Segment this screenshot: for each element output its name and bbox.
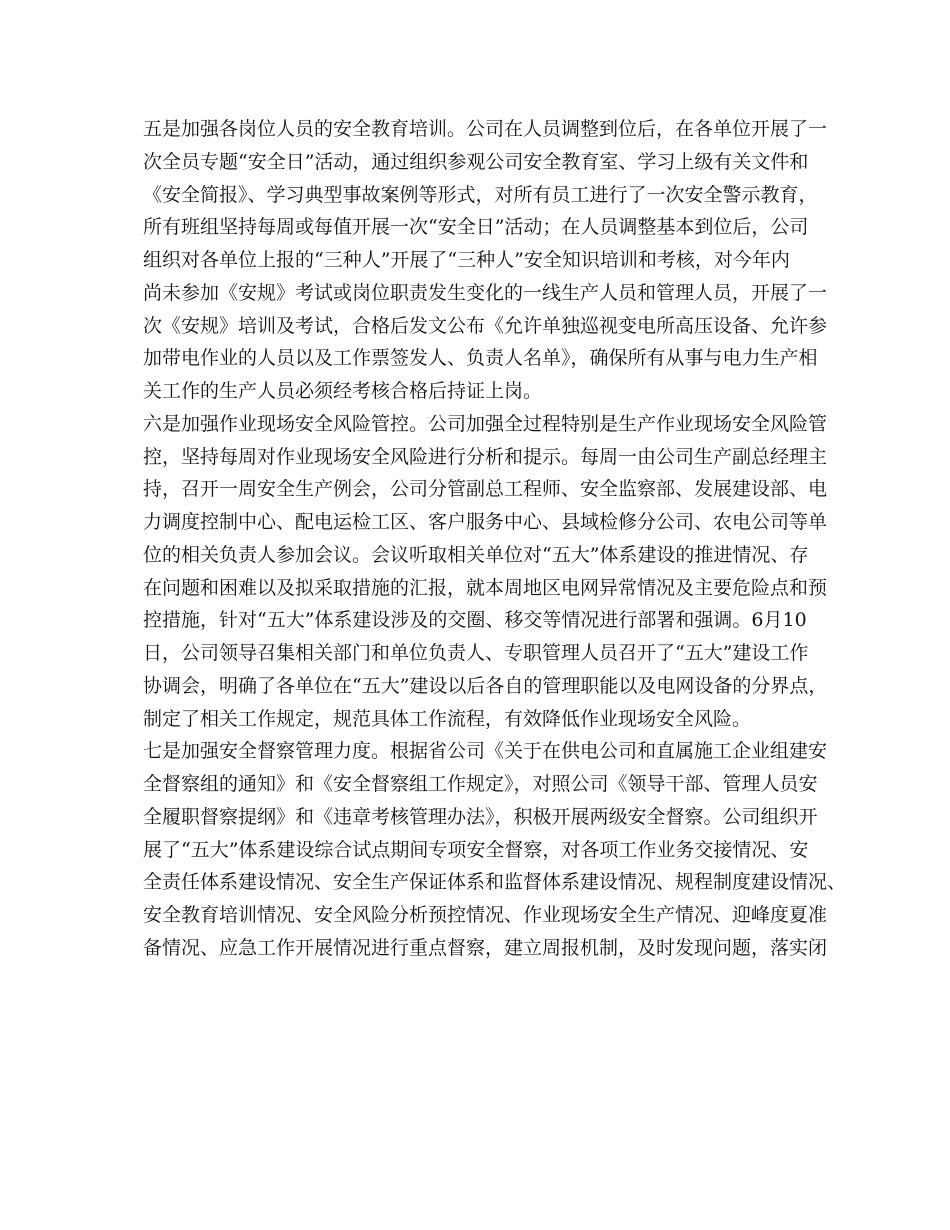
text-line: 次《安规》培训及考试，合格后发文公布《允许单独巡视变电所高压设备、允许参: [143, 314, 828, 337]
text-line: 在问题和困难以及拟采取措施的汇报，就本周地区电网异常情况及主要危险点和预: [143, 576, 828, 599]
text-line: 位的相关负责人参加会议。会议听取相关单位对“五大”体系建设的推进情况、存: [143, 543, 809, 566]
text-line: 六是加强作业现场安全风险管控。公司加强全过程特别是生产作业现场安全风险管: [143, 412, 828, 435]
text-line: 全责任体系建设情况、安全生产保证体系和监督体系建设情况、规程制度建设情况、: [143, 871, 847, 894]
text-line: 尚未参加《安规》考试或岗位职责发生变化的一线生产人员和管理人员，开展了一: [143, 281, 828, 304]
text-line: 七是加强安全督察管理力度。根据省公司《关于在供电公司和直属施工企业组建安: [143, 740, 828, 763]
text-line: 控措施，针对“五大”体系建设涉及的交圈、移交等情况进行部署和强调。6月10: [143, 609, 807, 632]
text-line: 展了“五大”体系建设综合试点期间专项安全督察，对各项工作业务交接情况、安: [143, 838, 809, 861]
text-line: 《安全简报》、学习典型事故案例等形式，对所有员工进行了一次安全警示教育，: [143, 183, 818, 206]
text-line: 力调度控制中心、配电运检工区、客户服务中心、县域检修分公司、农电公司等单: [143, 511, 828, 533]
text-line: 备情况、应急工作开展情况进行重点督察，建立周报机制，及时发现问题，落实闭: [143, 936, 828, 959]
text-line: 关工作的生产人员必须经考核合格后持证上岗。: [143, 380, 543, 402]
text-line: 组织对各单位上报的“三种人”开展了“三种人”安全知识培训和考核，对今年内: [143, 249, 790, 271]
text-line: 制定了相关工作规定，规范具体工作流程，有效降低作业现场安全风险。: [143, 707, 752, 730]
text-line: 日，公司领导召集相关部门和单位负责人、专职管理人员召开了“五大”建设工作: [143, 642, 809, 664]
text-line: 全督察组的通知》和《安全督察组工作规定》，对照公司《领导干部、管理人员安: [143, 773, 818, 795]
text-line: 协调会，明确了各单位在“五大”建设以后各自的管理职能以及电网设备的分界点，: [143, 674, 828, 697]
text-line: 全履职督察提纲》和《违章考核管理办法》，积极开展两级安全督察。公司组织开: [143, 805, 818, 828]
text-line: 控，坚持每周对作业现场安全风险进行分析和提示。每周一由公司生产副总经理主: [143, 445, 828, 468]
text-line: 五是加强各岗位人员的安全教育培训。公司在人员调整到位后，在各单位开展了一: [143, 118, 828, 140]
text-line: 持，召开一周安全生产例会，公司分管副总工程师、安全监察部、发展建设部、电: [143, 478, 828, 501]
document-body: [143, 113, 847, 965]
text-line: 所有班组坚持每周或每值开展一次“安全日”活动；在人员调整基本到位后，公司: [143, 216, 809, 239]
text-line: 次全员专题“安全日”活动，通过组织参观公司安全教育室、学习上级有关文件和: [143, 150, 809, 173]
text-line: 加带电作业的人员以及工作票签发人、负责人名单》，确保所有从事与电力生产相: [143, 347, 818, 370]
text-line: 安全教育培训情况、安全风险分析预控情况、作业现场安全生产情况、迎峰度夏准: [143, 904, 828, 926]
